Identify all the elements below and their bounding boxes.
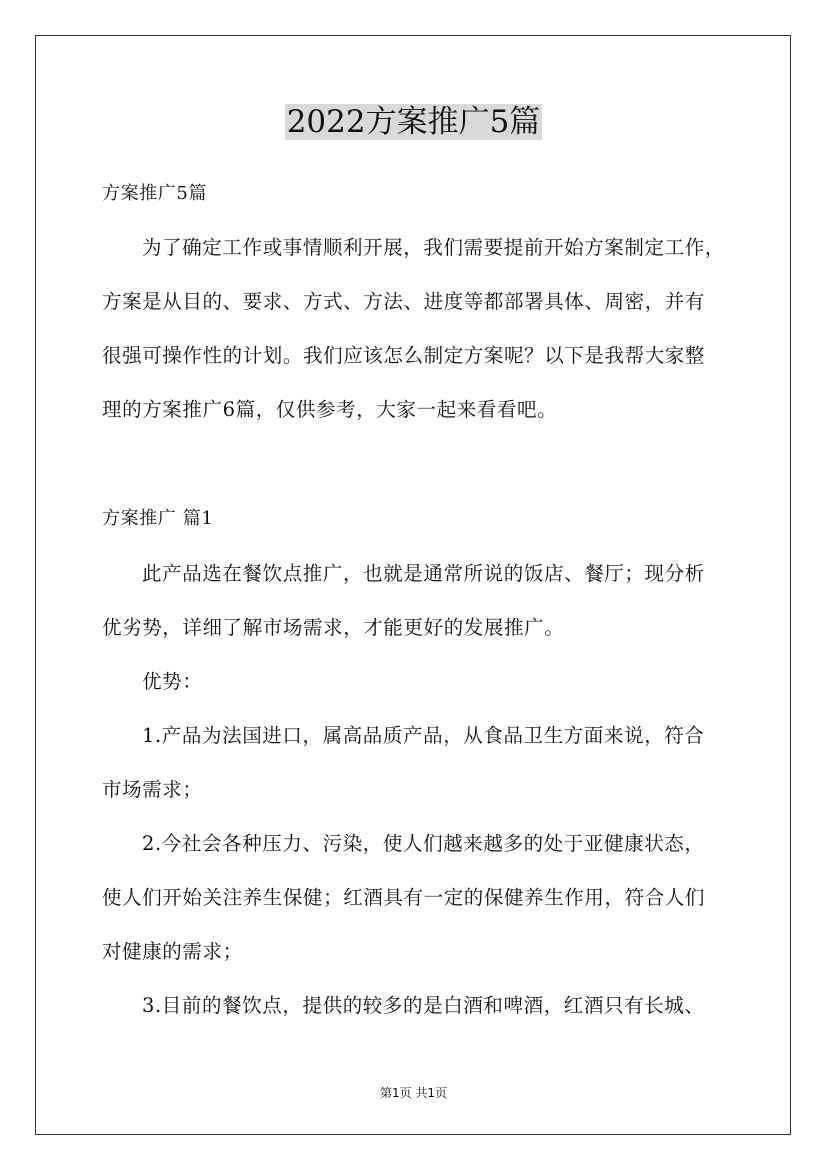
document-title-text: 2022方案推广5篇 bbox=[286, 104, 541, 140]
advantages-label: 优势： bbox=[142, 670, 203, 693]
intro-line-2: 方案是从目的、要求、方式、方法、进度等都部署具体、周密，并有 bbox=[102, 290, 706, 313]
body-line-5: 市场需求； bbox=[102, 778, 203, 801]
body-line-7: 使人们开始关注养生保健；红酒具有一定的保健养生作用，符合人们 bbox=[102, 886, 706, 909]
document-subtitle: 方案推广5篇 bbox=[102, 183, 208, 204]
section-heading: 方案推广 篇1 bbox=[102, 508, 214, 529]
intro-line-4: 理的方案推广6篇，仅供参考，大家一起来看看吧。 bbox=[102, 398, 558, 421]
document-title bbox=[0, 101, 827, 143]
body-line-4: 1.产品为法国进口，属高品质产品，从食品卫生方面来说，符合 bbox=[142, 724, 705, 747]
body-line-2: 优劣势，详细了解市场需求，才能更好的发展推广。 bbox=[102, 616, 565, 639]
page-number-footer: 第1页 共1页 bbox=[379, 1086, 448, 1100]
body-line-6: 2.今社会各种压力、污染，使人们越来越多的处于亚健康状态， bbox=[142, 832, 705, 855]
intro-line-1: 为了确定工作或事情顺利开展，我们需要提前开始方案制定工作， bbox=[142, 236, 725, 259]
intro-line-3: 很强可操作性的计划。我们应该怎么制定方案呢？以下是我帮大家整 bbox=[102, 344, 706, 367]
body-line-8: 对健康的需求； bbox=[102, 940, 243, 963]
body-line-1: 此产品选在餐饮点推广，也就是通常所说的饭店、餐厅；现分析 bbox=[142, 562, 705, 585]
body-line-9: 3.目前的餐饮点，提供的较多的是白酒和啤酒，红酒只有长城、 bbox=[142, 994, 705, 1017]
